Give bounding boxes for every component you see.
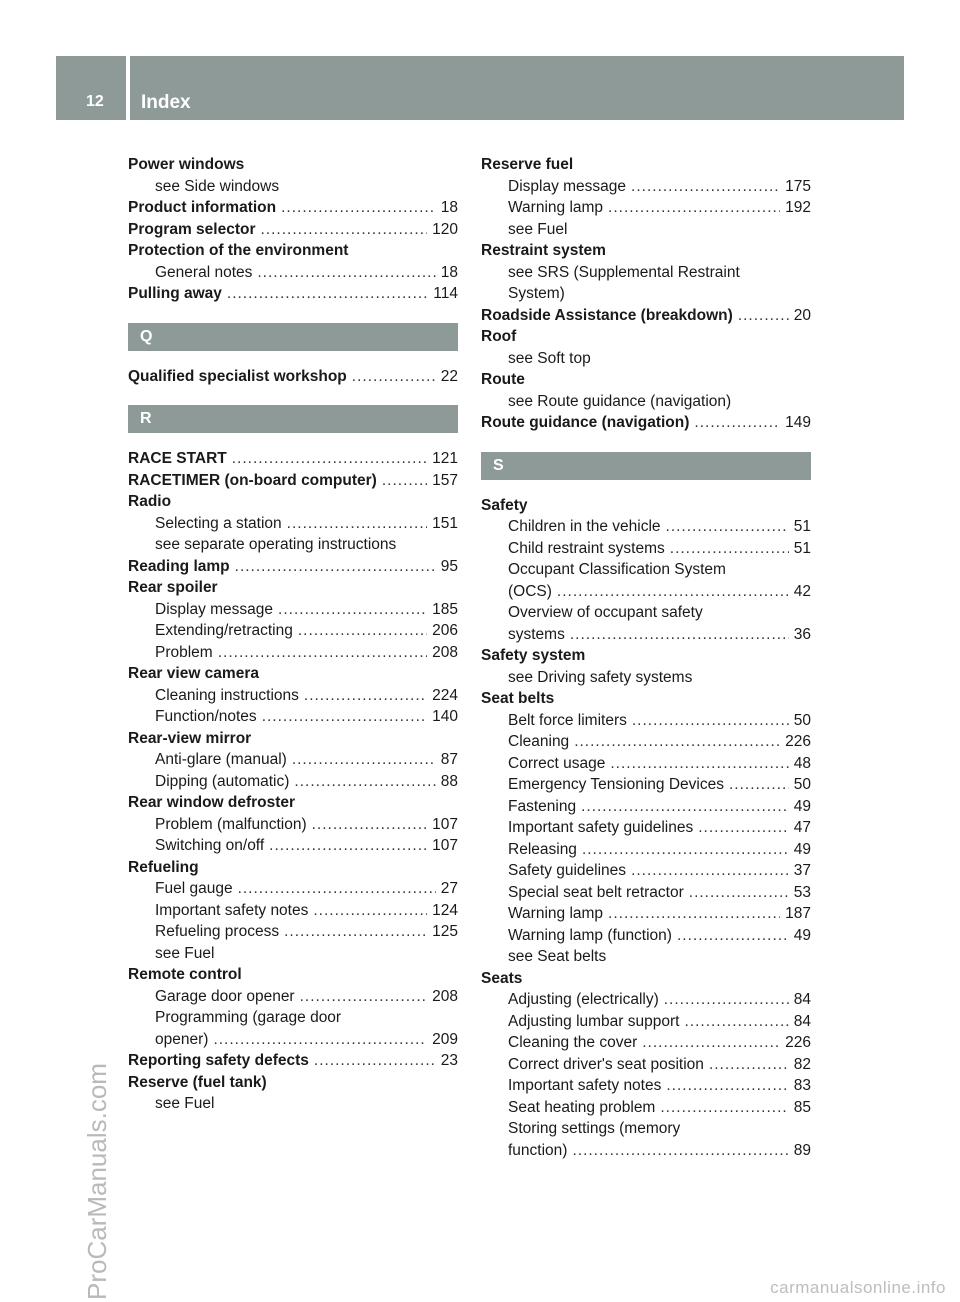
index-entry — [128, 491, 458, 513]
index-entry — [128, 1072, 458, 1094]
index-subentry — [481, 262, 811, 284]
dot-leader — [608, 903, 780, 925]
page-reference[interactable]: 149 — [785, 414, 811, 431]
page-reference[interactable]: 48 — [793, 754, 811, 772]
index-subentry[interactable] — [481, 197, 811, 219]
index-entry — [128, 577, 458, 599]
page-reference[interactable]: 226 — [785, 733, 811, 750]
index-subentry[interactable] — [481, 839, 811, 861]
index-entry[interactable] — [128, 219, 458, 241]
page-reference[interactable]: 151 — [432, 514, 458, 532]
index-entry — [481, 968, 811, 990]
index-subentry — [481, 391, 811, 413]
letter-heading: Q — [128, 323, 458, 351]
index-subentry — [128, 176, 458, 198]
dot-leader — [574, 731, 780, 753]
entry-label: see Route guidance (navigation) — [508, 392, 732, 410]
entry-label: Releasing — [508, 840, 577, 858]
entry-label: Roof — [481, 328, 517, 345]
index-subentry[interactable] — [481, 989, 811, 1011]
index-subentry[interactable] — [481, 624, 811, 646]
index-subentry — [128, 534, 458, 556]
entry-label: Rear-view mirror — [128, 729, 252, 747]
entry-label: Rear spoiler — [128, 579, 218, 596]
page-reference[interactable]: 209 — [432, 1030, 458, 1048]
entry-label: System) — [508, 285, 565, 302]
entry-label: Occupant Classification System — [508, 561, 726, 578]
index-subentry — [128, 1007, 458, 1029]
index-subentry — [481, 283, 811, 305]
entry-label: Correct usage — [508, 754, 606, 772]
dot-leader — [382, 470, 427, 492]
index-subentry[interactable] — [128, 921, 458, 943]
page-reference[interactable]: 36 — [793, 625, 811, 643]
page-reference[interactable]: 175 — [785, 177, 811, 195]
dot-leader — [664, 989, 789, 1011]
page-reference[interactable]: 120 — [432, 220, 458, 238]
index-entry[interactable] — [128, 1050, 458, 1072]
index-subentry[interactable] — [481, 1054, 811, 1076]
index-subentry[interactable] — [128, 685, 458, 707]
page-reference[interactable]: 107 — [432, 837, 458, 854]
entry-label: Overview of occupant safety — [508, 604, 703, 621]
index-subentry[interactable] — [128, 771, 458, 793]
index-subentry[interactable] — [128, 620, 458, 642]
entry-label: Refueling — [128, 858, 199, 876]
dot-leader — [642, 1032, 780, 1054]
index-subentry[interactable] — [128, 642, 458, 664]
entry-label: Product information — [128, 199, 277, 216]
entry-label: Reporting safety defects — [128, 1052, 309, 1069]
page-reference[interactable]: 18 — [440, 199, 458, 216]
entry-label: Seat heating problem — [508, 1098, 656, 1116]
page-reference[interactable]: 206 — [432, 622, 458, 639]
entry-label: Rear window defroster — [128, 794, 296, 811]
entry-label: see Soft top — [508, 349, 591, 367]
entry-label: RACETIMER (on-board computer) — [128, 471, 377, 489]
entry-label: Power windows — [128, 156, 245, 173]
entry-label: Radio — [128, 493, 172, 510]
index-subentry[interactable] — [128, 1029, 458, 1051]
entry-label: Children in the vehicle — [508, 518, 661, 535]
index-subentry[interactable] — [481, 710, 811, 732]
dot-leader — [670, 538, 789, 560]
page-reference[interactable]: 49 — [793, 840, 811, 858]
entry-label: Switching on/off — [155, 837, 265, 854]
watermark-bottom: carmanualsonline.info — [770, 1278, 946, 1297]
dot-leader — [261, 219, 428, 241]
entry-label: Cleaning instructions — [155, 686, 299, 704]
dot-leader — [666, 1075, 788, 1097]
letter-heading: R — [128, 405, 458, 433]
page-reference[interactable]: 192 — [785, 199, 811, 216]
index-entry — [481, 154, 811, 176]
entry-label: Child restraint systems — [508, 539, 665, 557]
page-reference[interactable]: 18 — [440, 263, 458, 281]
dot-leader — [709, 1054, 789, 1076]
dot-leader — [262, 706, 427, 728]
entry-label: Cleaning — [508, 733, 570, 750]
entry-label: Safety — [481, 496, 528, 514]
index-subentry[interactable] — [481, 817, 811, 839]
dot-leader — [660, 1097, 788, 1119]
entry-label: General notes — [155, 263, 253, 281]
dot-leader — [631, 860, 789, 882]
page-number: 12 — [86, 93, 104, 110]
dot-leader — [738, 305, 789, 327]
index-entry[interactable] — [481, 412, 811, 434]
dot-leader — [287, 513, 427, 535]
entry-label: Extending/retracting — [155, 622, 293, 639]
page-reference[interactable]: 208 — [432, 987, 458, 1005]
index-subentry[interactable] — [481, 516, 811, 538]
entry-label: Restraint system — [481, 242, 606, 259]
page-reference[interactable]: 83 — [793, 1077, 811, 1094]
entry-label: Seats — [481, 969, 523, 987]
page-reference[interactable]: 125 — [432, 923, 458, 940]
entry-label: Problem — [155, 643, 213, 661]
entry-label: Selecting a station — [155, 514, 282, 532]
index-subentry — [481, 219, 811, 241]
dot-leader — [312, 814, 428, 836]
page-reference[interactable]: 42 — [793, 582, 811, 600]
dot-leader — [313, 900, 427, 922]
index-subentry[interactable] — [481, 1097, 811, 1119]
entry-label: Correct driver's seat position — [508, 1055, 704, 1073]
dot-leader — [257, 262, 435, 284]
index-entry[interactable] — [128, 556, 458, 578]
page-reference[interactable]: 224 — [432, 686, 458, 704]
entry-label: Dipping (automatic) — [155, 772, 290, 790]
index-entry[interactable] — [128, 283, 458, 305]
entry-label: see SRS (Supplemental Restraint — [508, 263, 740, 281]
entry-label: Warning lamp (function) — [508, 926, 672, 944]
page-reference[interactable]: 187 — [785, 905, 811, 922]
watermark-side: ProCarManuals.com — [82, 1063, 112, 1300]
dot-leader — [284, 921, 427, 943]
dot-leader — [572, 1140, 788, 1162]
dot-leader — [227, 283, 428, 305]
page-reference[interactable]: 95 — [440, 557, 458, 575]
entry-label: Adjusting lumbar support — [508, 1012, 680, 1030]
page-reference[interactable]: 37 — [793, 862, 811, 879]
index-entry[interactable] — [128, 470, 458, 492]
dot-leader — [278, 599, 427, 621]
dot-leader — [689, 882, 789, 904]
page-reference[interactable]: 23 — [440, 1052, 458, 1069]
entry-label: opener) — [155, 1030, 209, 1048]
entry-label: Function/notes — [155, 708, 257, 725]
index-subentry[interactable] — [481, 1140, 811, 1162]
page-reference[interactable]: 208 — [432, 643, 458, 661]
entry-label: see Fuel — [508, 220, 568, 238]
index-subentry — [481, 559, 811, 581]
dot-leader — [582, 839, 789, 861]
entry-label: Garage door opener — [155, 987, 295, 1005]
index-subentry[interactable] — [128, 706, 458, 728]
index-subentry[interactable] — [481, 903, 811, 925]
index-subentry[interactable] — [481, 753, 811, 775]
entry-label: Rear view camera — [128, 665, 259, 682]
index-entry — [128, 663, 458, 685]
entry-label: Safety system — [481, 647, 586, 664]
entry-label: see separate operating instructions — [155, 536, 397, 553]
index-entry[interactable] — [128, 448, 458, 470]
index-subentry — [128, 1093, 458, 1115]
dot-leader — [632, 710, 789, 732]
entry-label: see Fuel — [155, 1095, 215, 1112]
dot-leader — [610, 753, 788, 775]
index-entry — [128, 964, 458, 986]
entry-label: Belt force limiters — [508, 711, 627, 729]
index-subentry[interactable] — [128, 599, 458, 621]
index-column-left — [128, 154, 458, 1115]
index-subentry — [481, 667, 811, 689]
header-divider — [126, 56, 130, 120]
entry-label: Warning lamp — [508, 199, 604, 216]
page-reference[interactable]: 107 — [432, 815, 458, 833]
index-entry — [481, 688, 811, 710]
index-subentry[interactable] — [481, 860, 811, 882]
entry-label: Important safety guidelines — [508, 819, 694, 836]
entry-label: Emergency Tensioning Devices — [508, 776, 724, 793]
page-reference[interactable]: 124 — [432, 901, 458, 919]
index-subentry[interactable] — [128, 513, 458, 535]
entry-label: Remote control — [128, 966, 242, 983]
dot-leader — [269, 835, 427, 857]
entry-label: Route — [481, 371, 525, 388]
index-subentry — [481, 946, 811, 968]
entry-label: Roadside Assistance (breakdown) — [481, 306, 733, 324]
page-reference[interactable]: 51 — [793, 518, 811, 535]
entry-label: Safety guidelines — [508, 862, 627, 879]
page-reference[interactable]: 121 — [432, 450, 458, 467]
entry-label: Program selector — [128, 220, 256, 238]
index-subentry[interactable] — [128, 986, 458, 1008]
index-subentry[interactable] — [128, 900, 458, 922]
dot-leader — [304, 685, 427, 707]
entry-label: Storing settings (memory — [508, 1120, 681, 1137]
index-subentry[interactable] — [481, 1032, 811, 1054]
entry-label: see Side windows — [155, 177, 280, 195]
index-subentry — [481, 1118, 811, 1140]
index-subentry[interactable] — [481, 1075, 811, 1097]
entry-label: Important safety notes — [508, 1077, 662, 1094]
page-reference[interactable]: 49 — [793, 797, 811, 815]
entry-label: Fuel gauge — [155, 880, 233, 897]
dot-leader — [666, 516, 789, 538]
index-entry — [481, 495, 811, 517]
index-entry — [128, 154, 458, 176]
entry-label: (OCS) — [508, 582, 552, 600]
page-reference[interactable]: 47 — [793, 819, 811, 836]
dot-leader — [298, 620, 427, 642]
dot-leader — [694, 412, 780, 434]
entry-label: Route guidance (navigation) — [481, 414, 690, 431]
index-subentry[interactable] — [128, 878, 458, 900]
entry-label: Display message — [155, 600, 274, 618]
index-entry — [128, 857, 458, 879]
dot-leader — [631, 176, 780, 198]
dot-leader — [281, 197, 436, 219]
page-reference[interactable]: 114 — [433, 285, 458, 302]
page-reference[interactable]: 51 — [793, 539, 811, 557]
entry-label: RACE START — [128, 450, 227, 467]
index-subentry[interactable] — [481, 538, 811, 560]
index-entry — [481, 326, 811, 348]
page-reference[interactable]: 53 — [793, 883, 811, 901]
page-reference[interactable]: 82 — [793, 1055, 811, 1073]
dot-leader — [235, 556, 436, 578]
page-reference[interactable]: 50 — [793, 711, 811, 729]
index-entry — [481, 369, 811, 391]
dot-leader — [677, 925, 789, 947]
dot-leader — [581, 796, 789, 818]
index-subentry[interactable] — [481, 882, 811, 904]
page-reference[interactable]: 89 — [793, 1141, 811, 1159]
index-subentry[interactable] — [481, 925, 811, 947]
entry-label: Anti-glare (manual) — [155, 751, 287, 768]
dot-leader — [352, 366, 436, 388]
page-reference[interactable]: 50 — [793, 776, 811, 793]
entry-label: Problem (malfunction) — [155, 815, 307, 833]
letter-heading: S — [481, 452, 811, 480]
index-column-right — [481, 154, 811, 1161]
entry-label: Pulling away — [128, 285, 222, 302]
page-reference[interactable]: 84 — [793, 1012, 811, 1030]
page-reference[interactable]: 88 — [440, 772, 458, 790]
dot-leader — [608, 197, 780, 219]
section-title: Index — [141, 92, 191, 113]
index-subentry[interactable] — [128, 262, 458, 284]
index-subentry[interactable] — [481, 1011, 811, 1033]
index-entry — [128, 792, 458, 814]
dot-leader — [300, 986, 428, 1008]
index-subentry[interactable] — [481, 796, 811, 818]
dot-leader — [238, 878, 436, 900]
entry-label: Seat belts — [481, 690, 555, 707]
index-entry — [481, 240, 811, 262]
entry-label: see Fuel — [155, 944, 215, 962]
entry-label: Reading lamp — [128, 557, 230, 575]
page-reference[interactable]: 157 — [432, 471, 458, 489]
entry-label: function) — [508, 1141, 568, 1159]
dot-leader — [314, 1050, 436, 1072]
index-subentry[interactable] — [481, 774, 811, 796]
dot-leader — [557, 581, 789, 603]
index-subentry[interactable] — [128, 814, 458, 836]
dot-leader — [684, 1011, 788, 1033]
page-reference[interactable]: 20 — [793, 306, 811, 324]
entry-label: Display message — [508, 177, 627, 195]
dot-leader — [729, 774, 789, 796]
index-subentry[interactable] — [128, 749, 458, 771]
entry-label: see Driving safety systems — [508, 668, 693, 686]
page-reference[interactable]: 226 — [785, 1034, 811, 1051]
entry-label: Refueling process — [155, 923, 280, 940]
index-subentry — [128, 943, 458, 965]
entry-label: Protection of the environment — [128, 242, 349, 259]
page-reference[interactable]: 84 — [793, 991, 811, 1008]
dot-leader — [570, 624, 789, 646]
dot-leader — [292, 749, 436, 771]
page-reference[interactable]: 49 — [793, 926, 811, 944]
page-reference[interactable]: 185 — [432, 600, 458, 618]
entry-label: Programming (garage door — [155, 1009, 342, 1026]
entry-label: see Seat belts — [508, 948, 607, 965]
index-subentry[interactable] — [128, 835, 458, 857]
index-entry[interactable] — [128, 366, 458, 388]
entry-label: Cleaning the cover — [508, 1034, 638, 1051]
entry-label: Adjusting (electrically) — [508, 991, 659, 1008]
dot-leader — [232, 448, 427, 470]
index-entry — [481, 645, 811, 667]
index-entry — [128, 728, 458, 750]
entry-label: Reserve fuel — [481, 156, 574, 173]
page-reference[interactable]: 140 — [432, 708, 458, 725]
dot-leader — [218, 642, 427, 664]
index-subentry[interactable] — [481, 731, 811, 753]
entry-label: Important safety notes — [155, 901, 309, 919]
page-reference[interactable]: 85 — [793, 1098, 811, 1116]
dot-leader — [294, 771, 435, 793]
entry-label: Fastening — [508, 797, 577, 815]
entry-label: Reserve (fuel tank) — [128, 1073, 267, 1091]
page-reference[interactable]: 27 — [440, 880, 458, 897]
page-header — [56, 56, 904, 120]
index-subentry — [481, 348, 811, 370]
page-reference[interactable]: 22 — [440, 367, 458, 385]
index-entry[interactable] — [128, 197, 458, 219]
dot-leader — [698, 817, 789, 839]
entry-label: Warning lamp — [508, 905, 604, 922]
page-reference[interactable]: 87 — [440, 751, 458, 768]
index-entry[interactable] — [481, 305, 811, 327]
index-subentry[interactable] — [481, 176, 811, 198]
dot-leader — [213, 1029, 427, 1051]
index-subentry[interactable] — [481, 581, 811, 603]
index-entry — [128, 240, 458, 262]
entry-label: Qualified specialist workshop — [128, 367, 347, 385]
entry-label: systems — [508, 625, 565, 643]
entry-label: Special seat belt retractor — [508, 883, 684, 901]
index-subentry — [481, 602, 811, 624]
